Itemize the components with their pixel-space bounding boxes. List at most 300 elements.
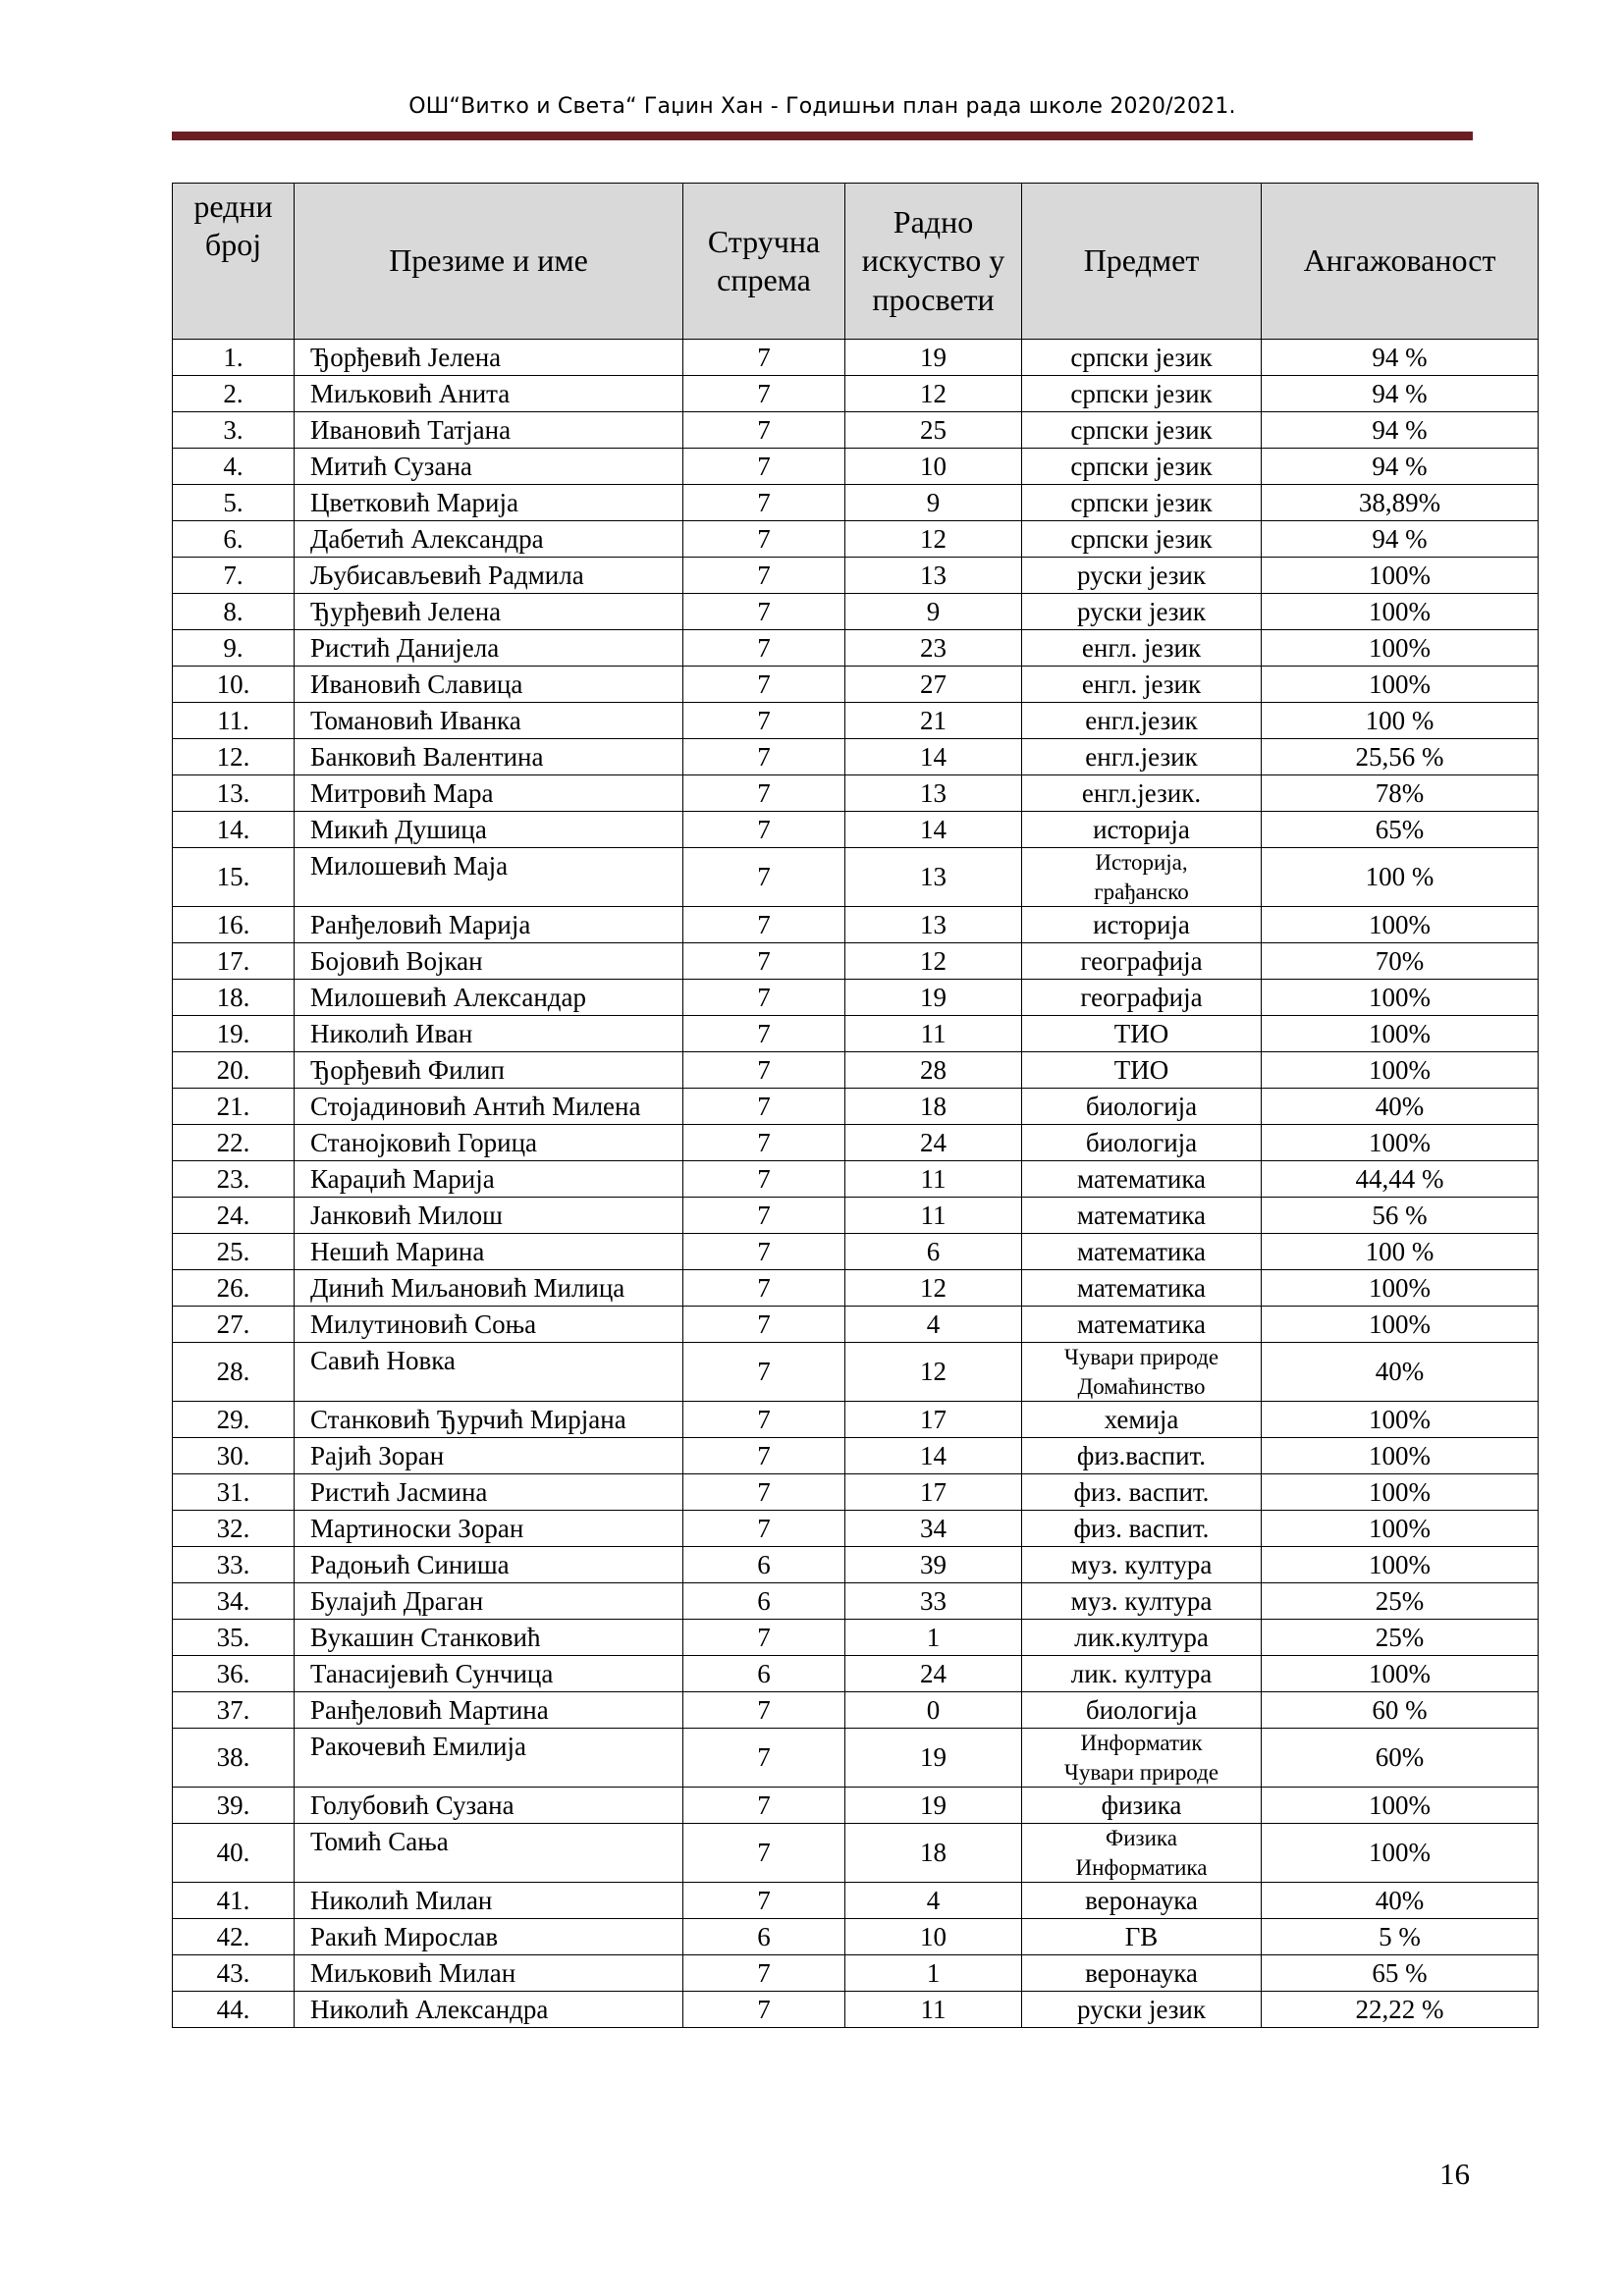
row-number: 36. [173,1656,295,1692]
row-qualification: 7 [683,1620,845,1656]
row-engagement: 100% [1262,1270,1539,1307]
table-row [173,739,1539,775]
row-name: Томић Сања [295,1824,683,1883]
row-engagement: 100% [1262,1656,1539,1692]
row-subject: математика [1022,1307,1262,1343]
row-name: Ракић Мирослав [295,1919,683,1955]
row-qualification: 7 [683,1692,845,1729]
row-number: 27. [173,1307,295,1343]
table-row [173,1234,1539,1270]
table-row [173,1474,1539,1511]
row-qualification: 7 [683,485,845,521]
row-subject [1022,1343,1262,1402]
row-number: 29. [173,1402,295,1438]
row-name: Караџић Марија [295,1161,683,1198]
row-engagement: 100% [1262,1511,1539,1547]
table-row [173,1125,1539,1161]
row-qualification: 6 [683,1583,845,1620]
table-row [173,1692,1539,1729]
row-experience: 12 [845,376,1022,412]
row-engagement: 44,44 % [1262,1161,1539,1198]
row-name: Цветковић Марија [295,485,683,521]
row-experience: 21 [845,703,1022,739]
row-engagement: 100% [1262,1547,1539,1583]
row-qualification: 7 [683,1402,845,1438]
row-engagement: 100 % [1262,703,1539,739]
row-experience: 9 [845,594,1022,630]
row-name: Николић Милан [295,1883,683,1919]
table-row [173,1729,1539,1788]
row-experience: 39 [845,1547,1022,1583]
row-qualification: 6 [683,1656,845,1692]
row-experience: 18 [845,1824,1022,1883]
row-name: Милошевић Маја [295,848,683,907]
row-engagement: 100% [1262,1824,1539,1883]
row-subject-line: Историја, [1095,850,1188,876]
row-number: 18. [173,980,295,1016]
row-qualification: 7 [683,340,845,376]
row-experience: 19 [845,1729,1022,1788]
row-subject: веронаука [1022,1883,1262,1919]
row-engagement: 100% [1262,1474,1539,1511]
row-number: 33. [173,1547,295,1583]
row-experience: 19 [845,340,1022,376]
row-number: 21. [173,1089,295,1125]
table-row [173,1992,1539,2028]
staff-table [172,183,1539,2028]
row-number: 44. [173,1992,295,2028]
row-experience: 19 [845,1788,1022,1824]
row-engagement: 100% [1262,907,1539,943]
row-subject: српски језик [1022,340,1262,376]
row-qualification: 7 [683,848,845,907]
row-subject-line: Домаћинство [1077,1373,1206,1399]
row-qualification: 7 [683,630,845,667]
row-experience: 4 [845,1307,1022,1343]
row-engagement: 100 % [1262,848,1539,907]
row-number: 5. [173,485,295,521]
row-name: Ранђеловић Марија [295,907,683,943]
row-number: 28. [173,1343,295,1402]
col-header-number: редни број [173,184,295,340]
row-engagement: 100% [1262,1052,1539,1089]
row-qualification: 7 [683,1511,845,1547]
row-qualification: 7 [683,1125,845,1161]
row-subject: српски језик [1022,485,1262,521]
row-name: Динић Миљановић Милица [295,1270,683,1307]
row-experience: 17 [845,1474,1022,1511]
row-number: 37. [173,1692,295,1729]
row-number: 6. [173,521,295,558]
row-engagement: 100% [1262,1788,1539,1824]
table-row [173,1270,1539,1307]
row-experience: 24 [845,1656,1022,1692]
row-engagement: 94 % [1262,521,1539,558]
row-qualification: 7 [683,1788,845,1824]
row-experience: 0 [845,1692,1022,1729]
row-number: 3. [173,412,295,449]
row-number: 41. [173,1883,295,1919]
row-qualification: 7 [683,1161,845,1198]
row-subject: енгл.језик [1022,703,1262,739]
table-row [173,1438,1539,1474]
row-number: 24. [173,1198,295,1234]
row-number: 23. [173,1161,295,1198]
row-qualification: 7 [683,558,845,594]
table-row [173,1052,1539,1089]
row-engagement: 94 % [1262,412,1539,449]
table-row [173,1883,1539,1919]
row-engagement: 94 % [1262,376,1539,412]
row-subject: хемија [1022,1402,1262,1438]
row-experience: 12 [845,521,1022,558]
row-experience: 13 [845,907,1022,943]
table-row [173,594,1539,630]
table-row [173,449,1539,485]
table-header [173,184,1539,340]
table-row [173,1547,1539,1583]
row-experience: 24 [845,1125,1022,1161]
row-subject: руски језик [1022,1992,1262,2028]
row-number: 34. [173,1583,295,1620]
row-name: Митић Сузана [295,449,683,485]
row-qualification: 7 [683,1438,845,1474]
row-name: Милутиновић Соња [295,1307,683,1343]
row-engagement: 56 % [1262,1198,1539,1234]
row-subject-line: грађанско [1094,879,1189,904]
table-row [173,1089,1539,1125]
row-engagement: 70% [1262,943,1539,980]
row-number: 38. [173,1729,295,1788]
row-subject: руски језик [1022,594,1262,630]
row-name: Бојовић Војкан [295,943,683,980]
row-experience: 14 [845,812,1022,848]
row-qualification: 7 [683,907,845,943]
row-engagement: 100% [1262,1016,1539,1052]
row-engagement: 94 % [1262,449,1539,485]
row-subject: историја [1022,907,1262,943]
table-row [173,412,1539,449]
col-header-name: Презиме и име [295,184,683,340]
row-experience: 33 [845,1583,1022,1620]
row-number: 39. [173,1788,295,1824]
row-qualification: 6 [683,1547,845,1583]
row-subject-line: Информатик [1080,1731,1203,1756]
row-engagement: 60% [1262,1729,1539,1788]
row-qualification: 7 [683,775,845,812]
table-row [173,376,1539,412]
row-subject: руски језик [1022,558,1262,594]
row-number: 31. [173,1474,295,1511]
row-name: Станојковић Горица [295,1125,683,1161]
row-subject: српски језик [1022,449,1262,485]
table-row [173,1788,1539,1824]
row-experience: 1 [845,1620,1022,1656]
row-experience: 4 [845,1883,1022,1919]
row-qualification: 7 [683,1883,845,1919]
row-experience: 12 [845,1343,1022,1402]
table-row [173,703,1539,739]
table-row [173,1620,1539,1656]
row-name: Николић Иван [295,1016,683,1052]
table-body [173,340,1539,2028]
row-qualification: 7 [683,1270,845,1307]
row-name: Ристић Јасмина [295,1474,683,1511]
row-qualification: 7 [683,667,845,703]
row-name: Милошевић Александар [295,980,683,1016]
row-subject-line: Чувари природе [1063,1345,1219,1370]
row-qualification: 7 [683,412,845,449]
row-qualification: 7 [683,1955,845,1992]
row-engagement: 100 % [1262,1234,1539,1270]
row-number: 12. [173,739,295,775]
row-qualification: 7 [683,1343,845,1402]
table-row [173,1583,1539,1620]
row-subject: биологија [1022,1125,1262,1161]
row-subject: српски језик [1022,412,1262,449]
row-number: 35. [173,1620,295,1656]
table-row [173,521,1539,558]
row-subject: енгл.језик. [1022,775,1262,812]
row-experience: 13 [845,558,1022,594]
row-experience: 14 [845,1438,1022,1474]
row-engagement: 94 % [1262,340,1539,376]
col-header-qualification: Стручна спрема [683,184,845,340]
row-engagement: 100% [1262,980,1539,1016]
row-experience: 1 [845,1955,1022,1992]
table-row [173,485,1539,521]
row-name: Станковић Ђурчић Мирјана [295,1402,683,1438]
row-qualification: 7 [683,812,845,848]
row-engagement: 65 % [1262,1955,1539,1992]
table-row [173,812,1539,848]
row-engagement: 25,56 % [1262,739,1539,775]
row-qualification: 7 [683,1016,845,1052]
row-name: Нешић Марина [295,1234,683,1270]
row-qualification: 7 [683,1089,845,1125]
row-engagement: 100% [1262,1307,1539,1343]
row-experience: 12 [845,943,1022,980]
row-subject: биологија [1022,1089,1262,1125]
row-subject: математика [1022,1198,1262,1234]
row-qualification: 6 [683,1919,845,1955]
row-qualification: 7 [683,703,845,739]
row-subject: енгл.језик [1022,739,1262,775]
row-engagement: 5 % [1262,1919,1539,1955]
row-qualification: 7 [683,1729,845,1788]
row-qualification: 7 [683,1992,845,2028]
row-qualification: 7 [683,1234,845,1270]
row-experience: 13 [845,775,1022,812]
table-row [173,1919,1539,1955]
row-name: Ранђеловић Мартина [295,1692,683,1729]
row-name: Мартиноски Зоран [295,1511,683,1547]
row-name: Стојадиновић Антић Милена [295,1089,683,1125]
row-subject: муз. култура [1022,1583,1262,1620]
row-subject: географија [1022,980,1262,1016]
col-header-engagement: Ангажованост [1262,184,1539,340]
row-number: 20. [173,1052,295,1089]
row-engagement: 100% [1262,630,1539,667]
col-header-experience: Радно искуство у просвети [845,184,1022,340]
row-name: Радоњић Синиша [295,1547,683,1583]
page-header-title: ОШ“Витко и Света“ Гаџин Хан - Годишњи план рада школе 2020/2021. [408,94,1236,119]
header-row [173,184,1539,340]
row-subject: математика [1022,1161,1262,1198]
row-subject: физ.васпит. [1022,1438,1262,1474]
row-subject: веронаука [1022,1955,1262,1992]
row-subject: физ. васпит. [1022,1511,1262,1547]
row-experience: 27 [845,667,1022,703]
row-number: 10. [173,667,295,703]
row-engagement: 100% [1262,558,1539,594]
table-row [173,1343,1539,1402]
row-name: Миљковић Анита [295,376,683,412]
row-experience: 10 [845,449,1022,485]
row-engagement: 38,89% [1262,485,1539,521]
table-row [173,1656,1539,1692]
row-name: Томановић Иванка [295,703,683,739]
row-experience: 17 [845,1402,1022,1438]
row-engagement: 100% [1262,667,1539,703]
row-experience: 18 [845,1089,1022,1125]
row-name: Ђорђевић Филип [295,1052,683,1089]
table-row [173,848,1539,907]
row-name: Танасијевић Сунчица [295,1656,683,1692]
row-subject: ТИО [1022,1016,1262,1052]
row-number: 11. [173,703,295,739]
row-name: Митровић Мара [295,775,683,812]
row-number: 26. [173,1270,295,1307]
table-row [173,1955,1539,1992]
row-number: 16. [173,907,295,943]
table-row [173,1198,1539,1234]
row-experience: 25 [845,412,1022,449]
row-subject-line: Информатика [1075,1854,1208,1880]
header-divider [172,132,1473,140]
row-name: Булајић Драган [295,1583,683,1620]
table-row [173,775,1539,812]
row-number: 17. [173,943,295,980]
row-number: 19. [173,1016,295,1052]
table-row [173,340,1539,376]
row-subject: физика [1022,1788,1262,1824]
row-qualification: 7 [683,739,845,775]
row-number: 8. [173,594,295,630]
table-row [173,558,1539,594]
row-number: 4. [173,449,295,485]
row-subject: физ. васпит. [1022,1474,1262,1511]
row-name: Савић Новка [295,1343,683,1402]
row-name: Дабетић Александра [295,521,683,558]
row-name: Ђурђевић Јелена [295,594,683,630]
row-qualification: 7 [683,449,845,485]
col-header-subject: Предмет [1022,184,1262,340]
row-subject: историја [1022,812,1262,848]
row-number: 13. [173,775,295,812]
row-engagement: 100% [1262,594,1539,630]
row-engagement: 40% [1262,1883,1539,1919]
row-qualification: 7 [683,1307,845,1343]
row-number: 42. [173,1919,295,1955]
table-row [173,667,1539,703]
row-name: Банковић Валентина [295,739,683,775]
row-qualification: 7 [683,1198,845,1234]
row-experience: 9 [845,485,1022,521]
row-name: Вукашин Станковић [295,1620,683,1656]
table-row [173,1016,1539,1052]
row-name: Микић Душица [295,812,683,848]
row-name: Николић Александра [295,1992,683,2028]
row-subject: математика [1022,1270,1262,1307]
row-subject: лик. култура [1022,1656,1262,1692]
row-number: 7. [173,558,295,594]
row-subject: географија [1022,943,1262,980]
row-name: Ракочевић Емилија [295,1729,683,1788]
row-number: 30. [173,1438,295,1474]
row-name: Јанковић Милош [295,1198,683,1234]
row-subject [1022,1729,1262,1788]
row-number: 1. [173,340,295,376]
table-row [173,980,1539,1016]
row-number: 2. [173,376,295,412]
row-experience: 34 [845,1511,1022,1547]
table-row [173,1161,1539,1198]
row-subject: енгл. језик [1022,630,1262,667]
row-name: Ивановић Татјана [295,412,683,449]
row-subject: ТИО [1022,1052,1262,1089]
row-name: Ђорђевић Јелена [295,340,683,376]
row-engagement: 78% [1262,775,1539,812]
row-engagement: 22,22 % [1262,1992,1539,2028]
table-row [173,943,1539,980]
row-experience: 10 [845,1919,1022,1955]
row-qualification: 7 [683,521,845,558]
table-row [173,1402,1539,1438]
row-number: 14. [173,812,295,848]
row-subject [1022,1824,1262,1883]
table-row [173,907,1539,943]
row-name: Голубовић Сузана [295,1788,683,1824]
row-subject: српски језик [1022,376,1262,412]
row-number: 15. [173,848,295,907]
row-subject: енгл. језик [1022,667,1262,703]
row-experience: 12 [845,1270,1022,1307]
row-experience: 6 [845,1234,1022,1270]
row-experience: 11 [845,1016,1022,1052]
row-experience: 11 [845,1198,1022,1234]
row-qualification: 7 [683,376,845,412]
row-engagement: 100% [1262,1438,1539,1474]
row-number: 32. [173,1511,295,1547]
row-subject: математика [1022,1234,1262,1270]
row-number: 25. [173,1234,295,1270]
row-subject-line: Физика [1106,1826,1177,1851]
row-number: 22. [173,1125,295,1161]
table-row [173,1511,1539,1547]
row-qualification: 7 [683,1474,845,1511]
row-subject: српски језик [1022,521,1262,558]
row-subject: ГВ [1022,1919,1262,1955]
table-row [173,630,1539,667]
row-qualification: 7 [683,594,845,630]
row-engagement: 60 % [1262,1692,1539,1729]
row-subject-line: Чувари природе [1063,1759,1219,1785]
table-row [173,1824,1539,1883]
row-qualification: 7 [683,980,845,1016]
page-number: 16 [1439,2157,1470,2191]
row-experience: 23 [845,630,1022,667]
